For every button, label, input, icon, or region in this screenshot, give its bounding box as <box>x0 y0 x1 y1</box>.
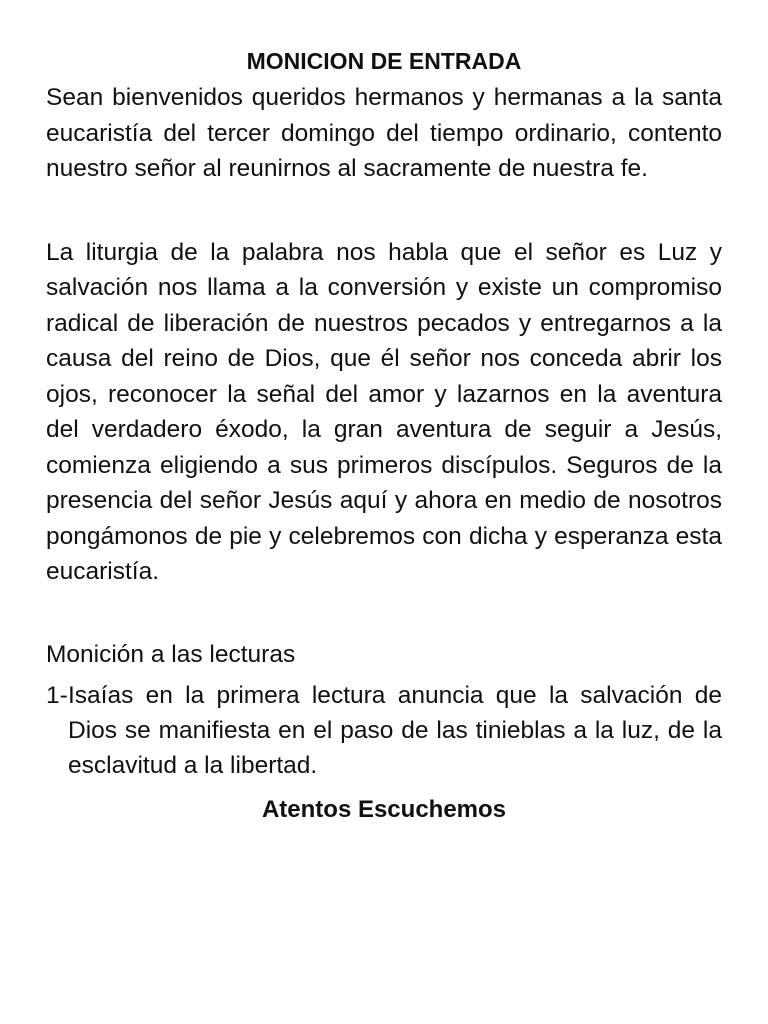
list-item-text: Isaías en la primera lectura anuncia que la salvación de Dios se manifiesta en el paso de las tinieblas a la luz, de la esclavitud a la libertad. <box>68 681 722 779</box>
paragraph-spacer <box>46 590 722 637</box>
closing-line: Atentos Escuchemos <box>261 795 507 823</box>
document-page <box>46 44 722 827</box>
document-title: MONICION DE ENTRADA <box>246 48 522 74</box>
welcome-paragraph: Sean bienvenidos queridos hermanos y hermanas a la santa eucaristía del tercer domingo del tiempo ordinario, contento nuestro señor al reunirnos al sacramente de nuestra fe. <box>46 84 722 182</box>
paragraph-spacer <box>46 187 722 235</box>
liturgy-paragraph: La liturgia de la palabra nos habla que el señor es Luz y salvación nos llama a la conversión y existe un compromiso radical de liberación de nuestros pecados y entregarnos a la causa del reino de Dios, que él señor nos conceda abrir los ojos, reconocer la señal del amor y lazarnos en la aventura del verdadero éxodo, la gran aventura de seguir a Jesús, comienza eligiendo a sus primeros discípulos. Seguros de la presencia del señor Jesús aquí y ahora en medio de nosotros pongámonos de pie y celebremos con dicha y esperanza esta eucaristía. <box>46 238 722 585</box>
list-item-number: 1- <box>46 681 68 709</box>
readings-heading: Monición a las lecturas <box>46 640 296 668</box>
list-item <box>46 678 722 783</box>
